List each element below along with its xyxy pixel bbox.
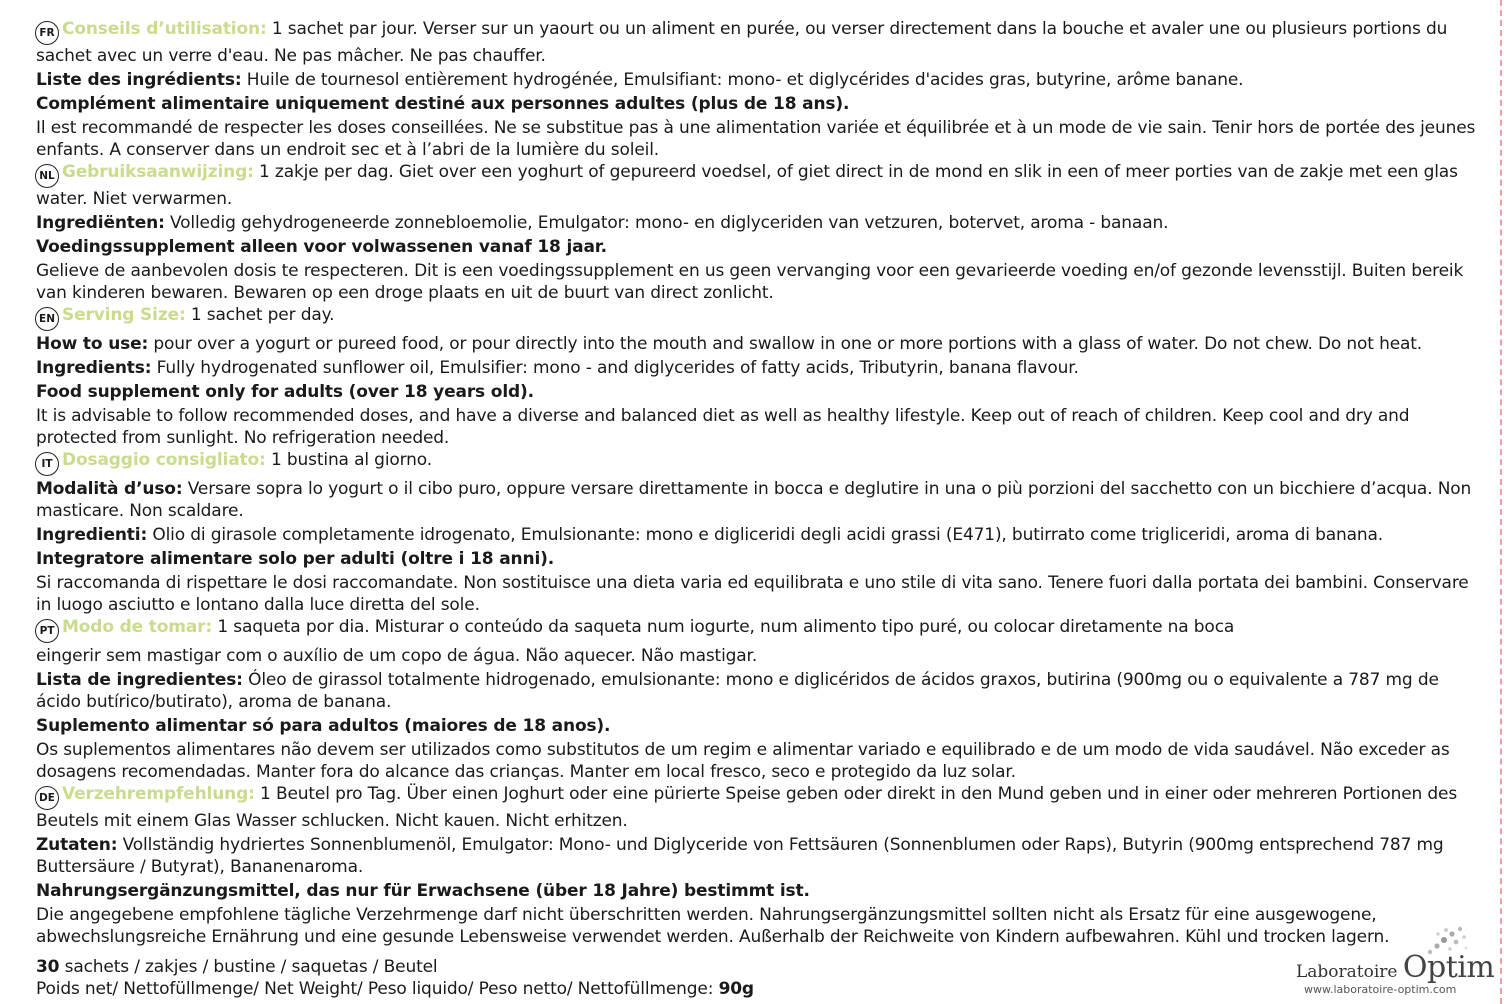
paragraph [36,161,1476,210]
weight-label: Poids net/ Nettofüllmenge/ Net Weight/ Peso liquido/ Peso netto/ Nettofüllmenge: [36,979,719,999]
section-pt [36,616,1476,783]
body-text: pour over a yogurt or pureed food, or pour directly into the mouth and swallow in one or more portions with a glass of water. Do not chew. Do not heat. [148,334,1423,354]
paragraph [36,645,1476,667]
body-text: 1 Beutel pro Tag. Über einen Joghurt oder eine pürierte Speise geben oder direkt in den Mund geben und in einer oder mehreren Portionen des Beutels mit einem Glas Wasser schlucken. Nicht kauen. Nicht erhitzen. [36,784,1458,831]
paragraph [36,715,1476,737]
logo-url: www.laboratoire-optim.com [1304,983,1457,996]
body-text: 1 bustina al giorno. [265,450,433,470]
language-badge-it: IT [35,452,59,476]
footer [36,956,1476,1000]
section-it [36,449,1476,616]
body-text: Si raccomanda di rispettare le dosi raccomandate. Non sostituisce una dieta varia ed equilibrata e uno stile di vita sano. Tenere fuori dalla portata dei bambini. Conservare in luogo asciutto e lontano dalla luce diretta del sole. [36,573,1469,615]
field-label: Ingrediënten: [36,213,165,233]
language-badge-nl: NL [35,164,59,188]
paragraph [36,357,1476,379]
language-badge-en: EN [35,307,59,331]
section-de [36,783,1476,948]
paragraph [36,212,1476,234]
paragraph [36,572,1476,616]
field-label: Ingredients: [36,358,152,378]
body-text: Vollständig hydriertes Sonnenblumenöl, Emulgator: Mono- und Diglyceride von Fettsäuren (Sonnenblumen oder Raps), Butyrin (900mg entsprechend 787 mg Buttersäure / Butyrat), Bananenaroma. [36,835,1444,877]
language-badge-pt: PT [35,619,59,643]
body-text: Die angegebene empfohlene tägliche Verzehrmenge darf nicht überschritten werden. Nahrungsergänzungsmittel sollten nicht als Ersatz für eine ausgewogene, abwechslungsreiche Ernährung und eine gesunde Lebensweise verwendet werden. Außerhalb der Reichweite von Kindern aufbewahren. Kühl und trocken lagern. [36,905,1390,947]
usage-heading: Serving Size: [62,305,186,325]
paragraph [36,616,1476,643]
sachet-count [36,956,1476,978]
body-text: Olio di girasole completamente idrogenato, Emulsionante: mono e digliceridi degli acidi grassi (E471), butirrato come trigliceridi, aroma di banana. [147,525,1384,545]
usage-heading: Verzehrempfehlung: [62,784,255,804]
label-text [36,18,1476,1000]
laboratoire-optim-logo [1296,920,1495,996]
paragraph [36,304,1476,331]
language-badge-fr: FR [35,21,59,45]
paragraph [36,834,1476,878]
logo-brand: Optim [1402,950,1495,985]
paragraph [36,669,1476,713]
usage-heading: Modo de tomar: [62,617,213,637]
paragraph [36,236,1476,258]
field-label: How to use: [36,334,149,354]
count-number: 30 [36,957,60,977]
body-text: Os suplementos alimentares não devem ser utilizados como substitutos de um regim e alimentar variado e equilibrado e de um modo de vida saudável. Não exceder as dosagens recomendadas. Manter fora do alcance das crianças. Manter em local fresco, seco e protegido da luz solar. [36,740,1450,782]
body-text: Óleo de girassol totalmente hidrogenado, emulsionante: mono e diglicéridos de ácidos graxos, butirina (900mg ou o equivalente a 787 mg de ácido butírico/butirato), aroma de banana. [36,670,1439,712]
warning-statement: Food supplement only for adults (over 18 years old). [36,382,534,402]
paragraph [36,93,1476,115]
paragraph [36,880,1476,902]
field-label: Liste des ingrédients: [36,70,242,90]
body-text: Il est recommandé de respecter les doses conseillées. Ne se substitue pas à une alimentation variée et équilibrée et à un mode de vie sain. Tenir hors de portée des jeunes enfants. A conserver dans un endroit sec et à l’abri de la lumière du soleil. [36,118,1476,160]
paragraph [36,381,1476,403]
field-label: Ingredienti: [36,525,148,545]
warning-statement: Suplemento alimentar só para adultos (maiores de 18 anos). [36,716,611,736]
section-nl [36,161,1476,304]
body-text: 1 sachet per day. [185,305,335,325]
weight-value: 90g [718,979,754,999]
paragraph [36,333,1476,355]
section-fr [36,18,1476,161]
usage-heading: Dosaggio consigliato: [62,450,266,470]
body-text: Huile de tournesol entièrement hydrogénée, Emulsifiant: mono- et diglycérides d'acides gras, butyrine, arôme banane. [241,70,1244,90]
warning-statement: Voedingssupplement alleen voor volwassenen vanaf 18 jaar. [36,237,607,257]
body-text: Volledig gehydrogeneerde zonnebloemolie, Emulgator: mono- en diglyceriden van vetzuren, botervet, aroma - banaan. [164,213,1169,233]
paragraph [36,69,1476,91]
paragraph [36,405,1476,449]
field-label: Lista de ingredientes: [36,670,243,690]
net-weight [36,978,1476,1000]
body-text: 1 saqueta por dia. Misturar o conteúdo da saqueta num iogurte, num alimento tipo puré, ou colocar diretamente na boca [212,617,1235,637]
body-text: eingerir sem mastigar com o auxílio de um copo de água. Não aquecer. Não mastigar. [36,646,758,666]
count-text: sachets / zakjes / bustine / saquetas / Beutel [59,957,438,977]
warning-statement: Integratore alimentare solo per adulti (oltre i 18 anni). [36,549,555,569]
paragraph [36,904,1476,948]
logo-wordmark [1296,950,1494,985]
field-label: Modalità d’uso: [36,479,183,499]
paragraph [36,449,1476,476]
logo-prefix: Laboratoire [1296,962,1403,982]
language-sections [36,18,1476,948]
body-text: 1 zakje per dag. Giet over een yoghurt of gepureerd voedsel, of giet direct in de mond en slik in een of meer porties van de zakje met een glas water. Niet verwarmen. [36,162,1458,209]
body-text: Versare sopra lo yogurt o il cibo puro, oppure versare direttamente in bocca e deglutire in una o più porzioni del sacchetto con un bicchiere d’acqua. Non masticare. Non scaldare. [36,479,1472,521]
language-badge-de: DE [35,786,59,810]
body-text: Gelieve de aanbevolen dosis te respecteren. Dit is een voedingssupplement en us geen vervanging voor een gevarieerde voeding en/of gezonde levensstijl. Buiten bereik van kinderen bewaren. Bewaren op een droge plaats en uit de buurt van direct zonlicht. [36,261,1464,303]
usage-heading: Gebruiksaanwijzing: [62,162,254,182]
paragraph [36,548,1476,570]
paragraph [36,18,1476,67]
paragraph [36,783,1476,832]
body-text: 1 sachet par jour. Verser sur un yaourt ou un aliment en purée, ou verser directement dans la bouche et avaler une ou plusieurs portions du sachet avec un verre d'eau. Ne pas mâcher. Ne pas chauffer. [36,19,1448,66]
body-text: It is advisable to follow recommended doses, and have a diverse and balanced diet as well as healthy lifestyle. Keep out of reach of children. Keep cool and dry and protected from sunlight. No refrigeration needed. [36,406,1410,448]
field-label: Zutaten: [36,835,118,855]
cut-line [1500,0,1502,1004]
section-en [36,304,1476,449]
warning-statement: Nahrungsergänzungsmittel, das nur für Erwachsene (über 18 Jahre) bestimmt ist. [36,881,810,901]
paragraph [36,478,1476,522]
paragraph [36,739,1476,783]
paragraph [36,117,1476,161]
paragraph [36,260,1476,304]
warning-statement: Complément alimentaire uniquement destiné aux personnes adultes (plus de 18 ans). [36,94,850,114]
usage-heading: Conseils d’utilisation: [62,19,267,39]
paragraph [36,524,1476,546]
body-text: Fully hydrogenated sunflower oil, Emulsifier: mono - and diglycerides of fatty acids, Tributyrin, banana flavour. [151,358,1079,378]
